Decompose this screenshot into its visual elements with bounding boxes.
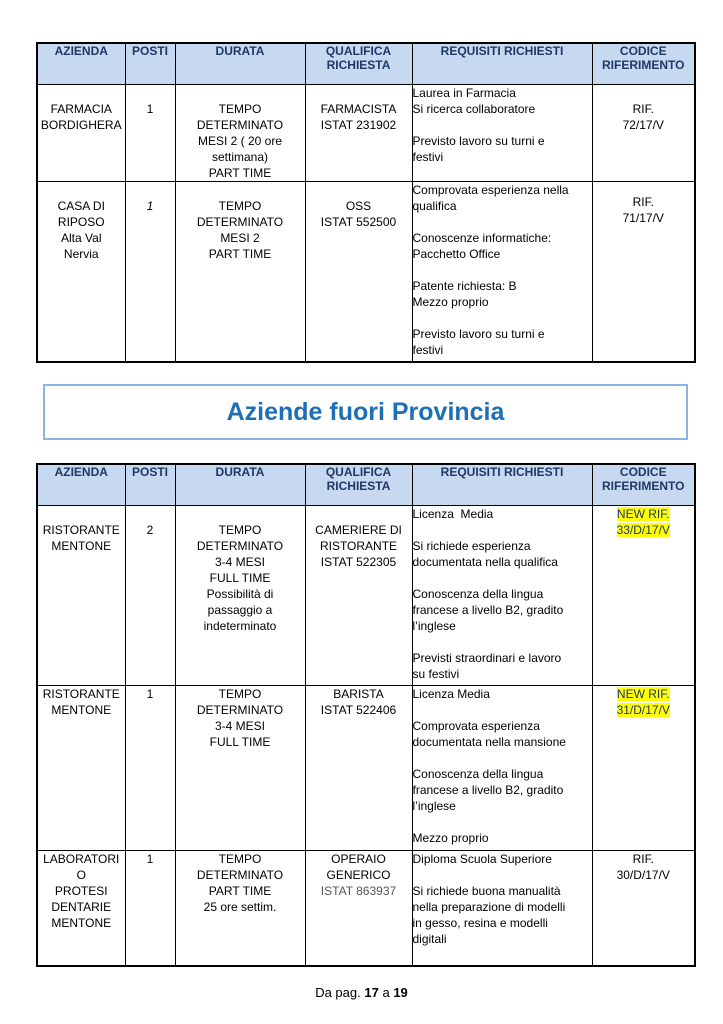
- table-header-row: [37, 464, 695, 506]
- table-row: [37, 506, 695, 686]
- cell-requisiti: Comprovata esperienza nella qualifica Conoscenze informatiche: Pacchetto Office Patente richiesta: B Mezzo proprio Previsto lavoro su turni e festivi: [412, 182, 592, 362]
- cell-codice: [592, 686, 695, 851]
- footer-page-to: 19: [393, 985, 408, 1000]
- ref-code-highlight: 33/D/17/V: [616, 523, 670, 537]
- cell-posti: 1: [125, 85, 175, 182]
- table-header-row: [37, 43, 695, 85]
- job-table-outside-province: [36, 463, 696, 967]
- header-requisiti: REQUISITI RICHIESTI: [412, 464, 592, 506]
- header-azienda: AZIENDA: [37, 43, 125, 85]
- cell-azienda: RISTORANTE MENTONE: [37, 506, 125, 686]
- cell-durata: TEMPO DETERMINATO PART TIME 25 ore settim.: [175, 851, 305, 966]
- cell-codice: RIF. 71/17/V: [592, 182, 695, 362]
- header-posti: POSTI: [125, 464, 175, 506]
- cell-qualifica: CAMERIERE DI RISTORANTE ISTAT 522305: [305, 506, 412, 686]
- cell-durata: TEMPO DETERMINATO MESI 2 ( 20 ore settimana) PART TIME: [175, 85, 305, 182]
- cell-qualifica: OPERAIO GENERICO ISTAT 863937: [305, 851, 412, 966]
- cell-posti: 1: [125, 182, 175, 362]
- new-ref-highlight: NEW RIF.: [616, 687, 670, 701]
- job-table-local: [36, 42, 696, 363]
- table-row: [37, 686, 695, 851]
- cell-azienda: LABORATORI O PROTESI DENTARIE MENTONE: [37, 851, 125, 966]
- cell-posti: 1: [125, 851, 175, 966]
- cell-posti: 1: [125, 686, 175, 851]
- cell-qualifica: OSS ISTAT 552500: [305, 182, 412, 362]
- cell-requisiti: Licenza Media Si richiede esperienza documentata nella qualifica Conoscenza della lingua francese a livello B2, gradito l’inglese Previsti straordinari e lavoro su festivi: [412, 506, 592, 686]
- cell-requisiti: Licenza Media Comprovata esperienza documentata nella mansione Conoscenza della lingua francese a livello B2, gradito l’inglese Mezzo proprio: [412, 686, 592, 851]
- footer-page-from: 17: [364, 985, 379, 1000]
- cell-azienda: FARMACIA BORDIGHERA: [37, 85, 125, 182]
- header-codice: CODICE RIFERIMENTO: [592, 43, 695, 85]
- cell-codice: RIF. 72/17/V: [592, 85, 695, 182]
- header-posti: POSTI: [125, 43, 175, 85]
- cell-azienda: CASA DI RIPOSO Alta Val Nervia: [37, 182, 125, 362]
- cell-durata: TEMPO DETERMINATO MESI 2 PART TIME: [175, 182, 305, 362]
- cell-qualifica: BARISTA ISTAT 522406: [305, 686, 412, 851]
- table-row: [37, 182, 695, 362]
- header-durata: DURATA: [175, 464, 305, 506]
- cell-durata: TEMPO DETERMINATO 3-4 MESI FULL TIME Possibilità di passaggio a indeterminato: [175, 506, 305, 686]
- cell-azienda: RISTORANTE MENTONE: [37, 686, 125, 851]
- cell-posti: 2: [125, 506, 175, 686]
- table-row: [37, 85, 695, 182]
- header-durata: DURATA: [175, 43, 305, 85]
- cell-durata: TEMPO DETERMINATO 3-4 MESI FULL TIME: [175, 686, 305, 851]
- new-ref-highlight: NEW RIF.: [616, 507, 670, 521]
- header-qualifica: QUALIFICA RICHIESTA: [305, 43, 412, 85]
- footer-mid: a: [382, 985, 390, 1000]
- footer-prefix: Da pag.: [315, 985, 361, 1000]
- table-row: [37, 851, 695, 966]
- cell-codice: RIF. 30/D/17/V: [592, 851, 695, 966]
- cell-requisiti: Laurea in Farmacia Si ricerca collaboratore Previsto lavoro su turni e festivi: [412, 85, 592, 182]
- cell-requisiti: Diploma Scuola Superiore Si richiede buona manualità nella preparazione di modelli in gesso, resina e modelli digitali: [412, 851, 592, 966]
- page-footer: [0, 985, 723, 1000]
- header-qualifica: QUALIFICA RICHIESTA: [305, 464, 412, 506]
- header-codice: CODICE RIFERIMENTO: [592, 464, 695, 506]
- section-title: Aziende fuori Provincia: [226, 397, 505, 426]
- header-requisiti: REQUISITI RICHIESTI: [412, 43, 592, 85]
- section-banner: [43, 384, 688, 440]
- ref-code-highlight: 31/D/17/V: [616, 703, 670, 717]
- cell-qualifica: FARMACISTA ISTAT 231902: [305, 85, 412, 182]
- cell-codice: [592, 506, 695, 686]
- header-azienda: AZIENDA: [37, 464, 125, 506]
